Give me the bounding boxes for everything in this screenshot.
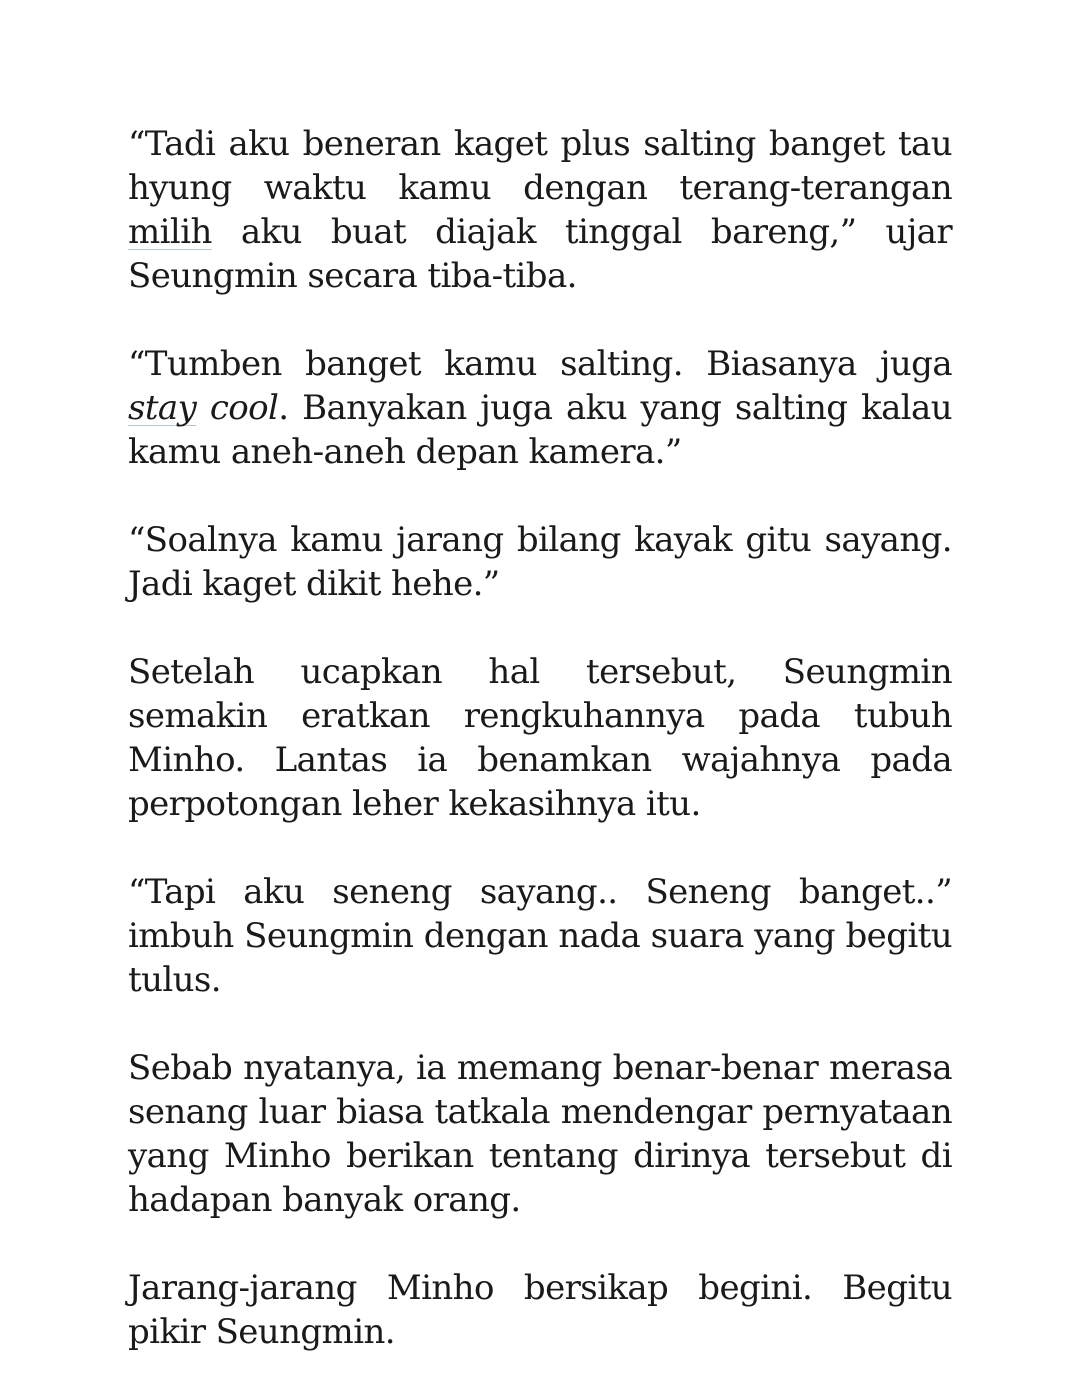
paragraph-4: Setelah ucapkan hal tersebut, Seungmin semakin eratkan rengkuhannya pada tubuh Minho. Lantas ia benamkan wajahnya pada perpotongan leher kekasihnya itu. [128,652,952,824]
paragraph-3: “Soalnya kamu jarang bilang kayak gitu sayang. Jadi kaget dikit hehe.” [128,520,952,604]
paragraph-5: “Tapi aku seneng sayang.. Seneng banget..” imbuh Seungmin dengan nada suara yang begitu tulus. [128,872,952,1000]
underlined-word-milih: milih [128,212,212,252]
paragraph-1-text-end: aku buat diajak tinggal bareng,” ujar Seungmin secara tiba-tiba. [128,212,952,296]
italic-word-stay: stay [128,388,197,428]
paragraph-7: Jarang-jarang Minho bersikap begini. Begitu pikir Seungmin. [128,1268,952,1352]
paragraph-1 [128,122,952,298]
paragraph-2 [128,342,952,474]
italic-word-cool: cool [209,388,279,428]
paragraph-2-text-end: . Banyakan juga aku yang salting kalau kamu aneh-aneh depan kamera.” [128,388,952,472]
paragraph-6: Sebab nyatanya, ia memang benar-benar merasa senang luar biasa tatkala mendengar pernyataan yang Minho berikan tentang dirinya tersebut di hadapan banyak orang. [128,1048,952,1220]
paragraph-1-text-start: “Tadi aku beneran kaget plus salting banget tau hyung waktu kamu dengan terang-terangan [128,124,952,208]
document-page [128,122,952,1398]
paragraph-2-text-start: “Tumben banget kamu salting. Biasanya juga [128,344,952,384]
